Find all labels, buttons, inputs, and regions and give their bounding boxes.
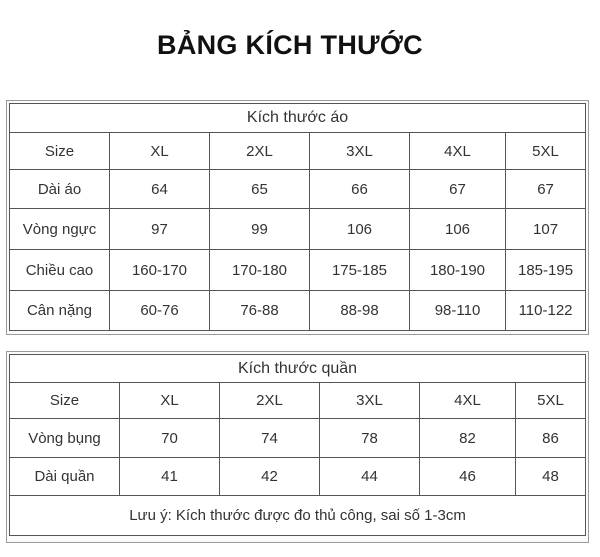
table-cell: 98-110 xyxy=(410,291,506,331)
pants-table-title: Kích thước quần xyxy=(10,355,586,383)
header-cell: Size xyxy=(10,133,110,170)
table-row xyxy=(10,383,586,419)
shirt-size-table xyxy=(9,103,586,331)
header-cell: 4XL xyxy=(420,383,516,419)
header-cell: 4XL xyxy=(410,133,506,170)
header-cell: 2XL xyxy=(210,133,310,170)
header-cell: 3XL xyxy=(310,133,410,170)
table-cell: 107 xyxy=(506,209,586,250)
table-cell: 66 xyxy=(310,170,410,209)
table-cell: 46 xyxy=(420,458,516,496)
table-row xyxy=(10,250,586,291)
table-cell: 67 xyxy=(410,170,506,209)
row-label: Dài áo xyxy=(10,170,110,209)
table-cell: 60-76 xyxy=(110,291,210,331)
table-row xyxy=(10,291,586,331)
table-cell: 175-185 xyxy=(310,250,410,291)
table-row xyxy=(10,419,586,458)
table-row xyxy=(10,209,586,250)
table-cell: 48 xyxy=(516,458,586,496)
row-label: Vòng bụng xyxy=(10,419,120,458)
measurement-note: Lưu ý: Kích thước được đo thủ công, sai số 1-3cm xyxy=(10,496,586,536)
header-cell: 3XL xyxy=(320,383,420,419)
table-cell: 106 xyxy=(410,209,506,250)
row-label: Vòng ngực xyxy=(10,209,110,250)
table-row xyxy=(10,170,586,209)
header-cell: XL xyxy=(120,383,220,419)
table-cell: 170-180 xyxy=(210,250,310,291)
pants-table-title-row xyxy=(10,355,586,383)
table-cell: 67 xyxy=(506,170,586,209)
table-cell: 65 xyxy=(210,170,310,209)
note-row xyxy=(10,496,586,536)
table-cell: 41 xyxy=(120,458,220,496)
shirt-table-title: Kích thước áo xyxy=(10,104,586,133)
header-cell: Size xyxy=(10,383,120,419)
row-label: Chiều cao xyxy=(10,250,110,291)
table-cell: 110-122 xyxy=(506,291,586,331)
header-cell: XL xyxy=(110,133,210,170)
page-title: BẢNG KÍCH THƯỚC xyxy=(157,30,423,60)
table-cell: 70 xyxy=(120,419,220,458)
row-label: Dài quần xyxy=(10,458,120,496)
row-label: Cân nặng xyxy=(10,291,110,331)
table-cell: 106 xyxy=(310,209,410,250)
table-cell: 78 xyxy=(320,419,420,458)
table-row xyxy=(10,458,586,496)
shirt-table-title-row xyxy=(10,104,586,133)
table-cell: 86 xyxy=(516,419,586,458)
header-cell: 5XL xyxy=(516,383,586,419)
table-cell: 42 xyxy=(220,458,320,496)
table-cell: 88-98 xyxy=(310,291,410,331)
table-cell: 99 xyxy=(210,209,310,250)
header-cell: 5XL xyxy=(506,133,586,170)
pants-size-table xyxy=(9,354,586,536)
table-cell: 44 xyxy=(320,458,420,496)
table-cell: 160-170 xyxy=(110,250,210,291)
table-cell: 185-195 xyxy=(506,250,586,291)
table-cell: 76-88 xyxy=(210,291,310,331)
table-cell: 64 xyxy=(110,170,210,209)
header-cell: 2XL xyxy=(220,383,320,419)
table-cell: 82 xyxy=(420,419,516,458)
table-cell: 180-190 xyxy=(410,250,506,291)
table-cell: 97 xyxy=(110,209,210,250)
table-row xyxy=(10,133,586,170)
table-cell: 74 xyxy=(220,419,320,458)
